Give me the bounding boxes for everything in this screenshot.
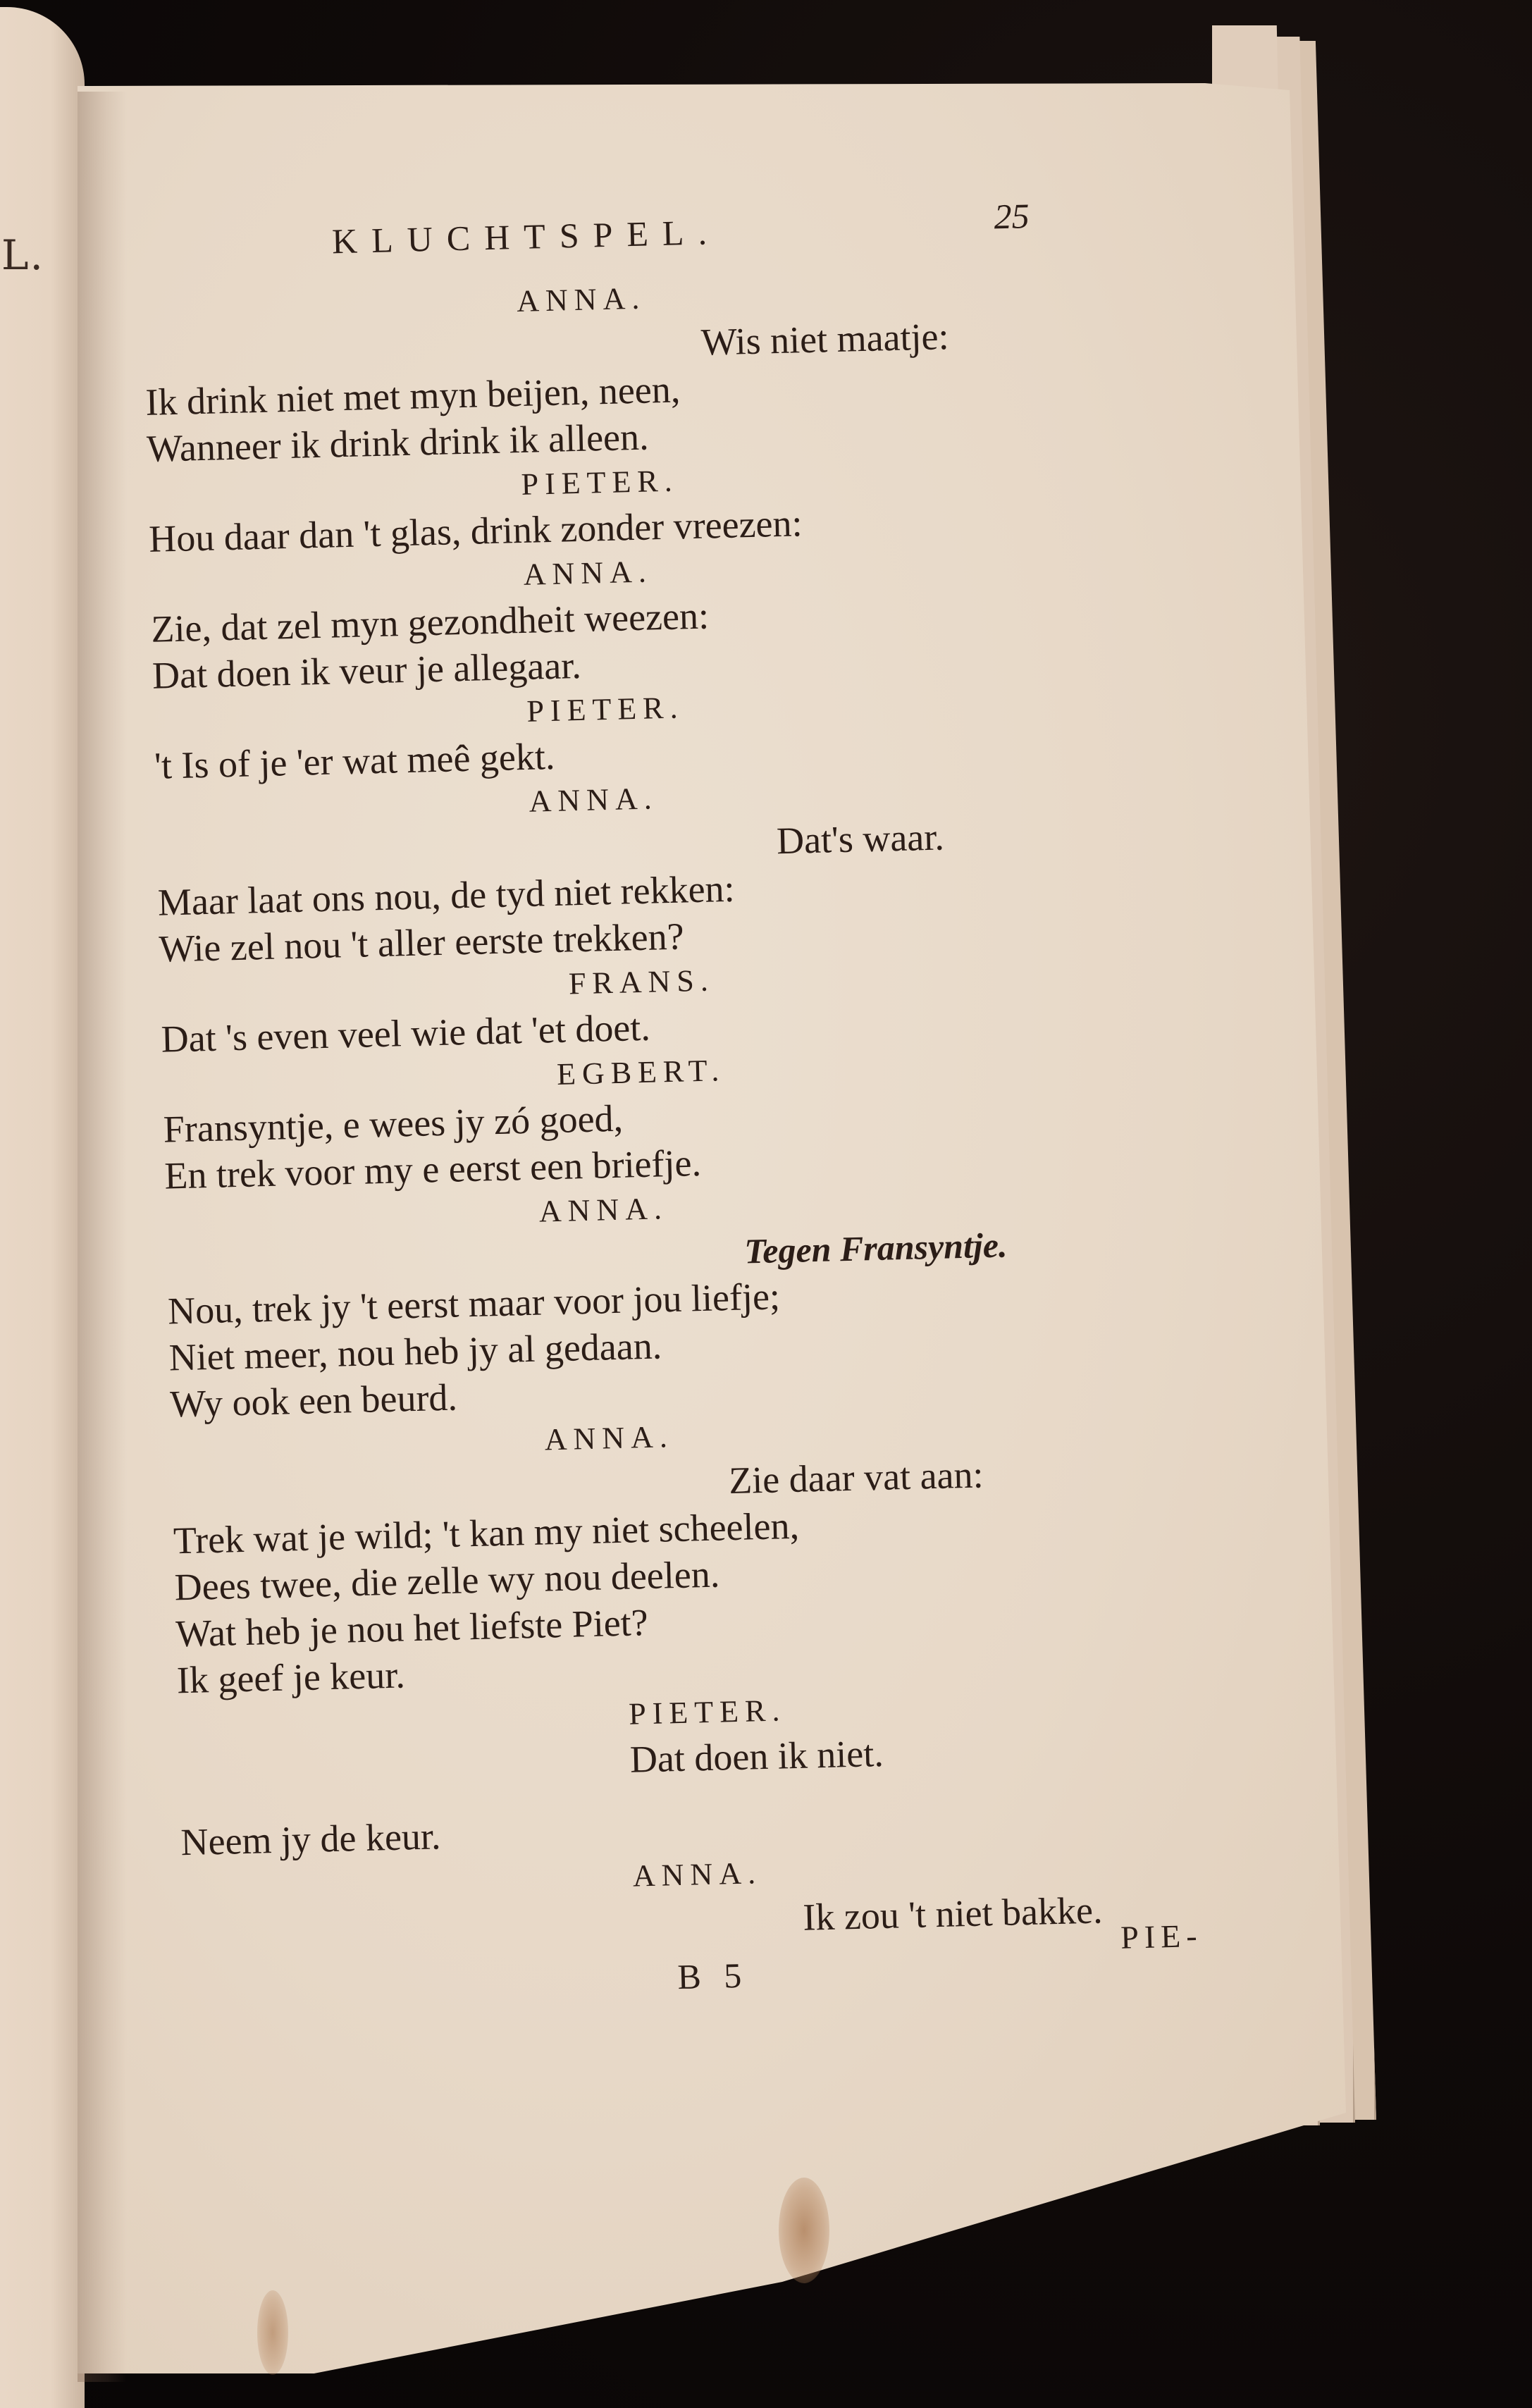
speaker-name: FRANS. bbox=[568, 963, 715, 1001]
signature-mark: B 5 bbox=[677, 1955, 749, 1997]
verse-line: Dat 's even veel wie dat 'et doet. bbox=[160, 1006, 651, 1061]
verse-line: Dat doen ik veur je allegaar. bbox=[152, 643, 582, 697]
speaker-name: ANNA. bbox=[632, 1856, 762, 1894]
previous-page-edge bbox=[0, 7, 85, 2408]
verse-line: Neem jy de keur. bbox=[180, 1815, 442, 1864]
verse-line: En trek voor my e eerst een briefje. bbox=[163, 1141, 702, 1197]
verse-line: Niet meer, nou heb jy al gedaan. bbox=[168, 1324, 662, 1379]
verse-line: Trek wat je wild; 't kan my niet scheelen, bbox=[173, 1504, 800, 1562]
foxing-stain bbox=[257, 2290, 288, 2375]
verse-line: Nou, trek jy 't eerst maar voor jou liefje; bbox=[167, 1275, 781, 1333]
speaker-name: ANNA. bbox=[516, 280, 646, 319]
page-text-block bbox=[141, 187, 1206, 2020]
verse-line: Wat heb je nou het liefste Piet? bbox=[175, 1601, 649, 1655]
speaker-name: EGBERT. bbox=[556, 1053, 726, 1092]
speaker-name: ANNA. bbox=[523, 554, 653, 592]
speaker-name: ANNA. bbox=[538, 1191, 669, 1229]
verse-line: Zie, dat zel myn gezondheit weezen: bbox=[150, 594, 710, 650]
verse-line: Fransyntje, e wees jy zó goed, bbox=[163, 1097, 624, 1151]
speaker-name: ANNA. bbox=[544, 1419, 674, 1457]
verse-line: Hou daar dan 't glas, drink zonder vreezen: bbox=[148, 502, 803, 560]
verse-line: Ik drink niet met myn beijen, neen, bbox=[144, 368, 681, 424]
catchword: PIE- bbox=[1120, 1917, 1204, 1956]
gutter-shadow bbox=[78, 92, 127, 2382]
verse-line: Wie zel nou 't aller eerste trekken? bbox=[158, 915, 685, 970]
verse-line: 't Is of je 'er wat meê gekt. bbox=[154, 734, 556, 787]
verse-line: Dees twee, die zelle wy nou deelen. bbox=[173, 1552, 720, 1609]
verse-line: Ik zou 't niet bakke. bbox=[802, 1889, 1104, 1939]
previous-page-running-head-fragment: L. bbox=[1, 231, 44, 279]
verse-line: Wanneer ik drink drink ik alleen. bbox=[146, 415, 650, 470]
speaker-name: PIETER. bbox=[628, 1693, 786, 1731]
speaker-name: PIETER. bbox=[521, 463, 679, 502]
speaker-name: ANNA. bbox=[529, 781, 659, 819]
verse-line: Dat doen ik niet. bbox=[629, 1731, 884, 1781]
verse-line: Wy ook een beurd. bbox=[169, 1376, 458, 1426]
running-title: KLUCHTSPEL. bbox=[331, 211, 722, 261]
speaker-name: PIETER. bbox=[526, 690, 685, 729]
verse-line: Maar laat ons nou, de tyd niet rekken: bbox=[157, 867, 736, 924]
verse-line: Ik geef je keur. bbox=[176, 1653, 406, 1702]
stage-direction: Tegen Fransyntje. bbox=[743, 1225, 1008, 1271]
verse-line: Zie daar vat aan: bbox=[728, 1453, 984, 1502]
verse-line: Dat's waar. bbox=[776, 815, 945, 863]
verse-line: Wis niet maatje: bbox=[700, 315, 950, 364]
page-number: 25 bbox=[993, 196, 1030, 237]
foxing-stain bbox=[779, 2178, 829, 2283]
